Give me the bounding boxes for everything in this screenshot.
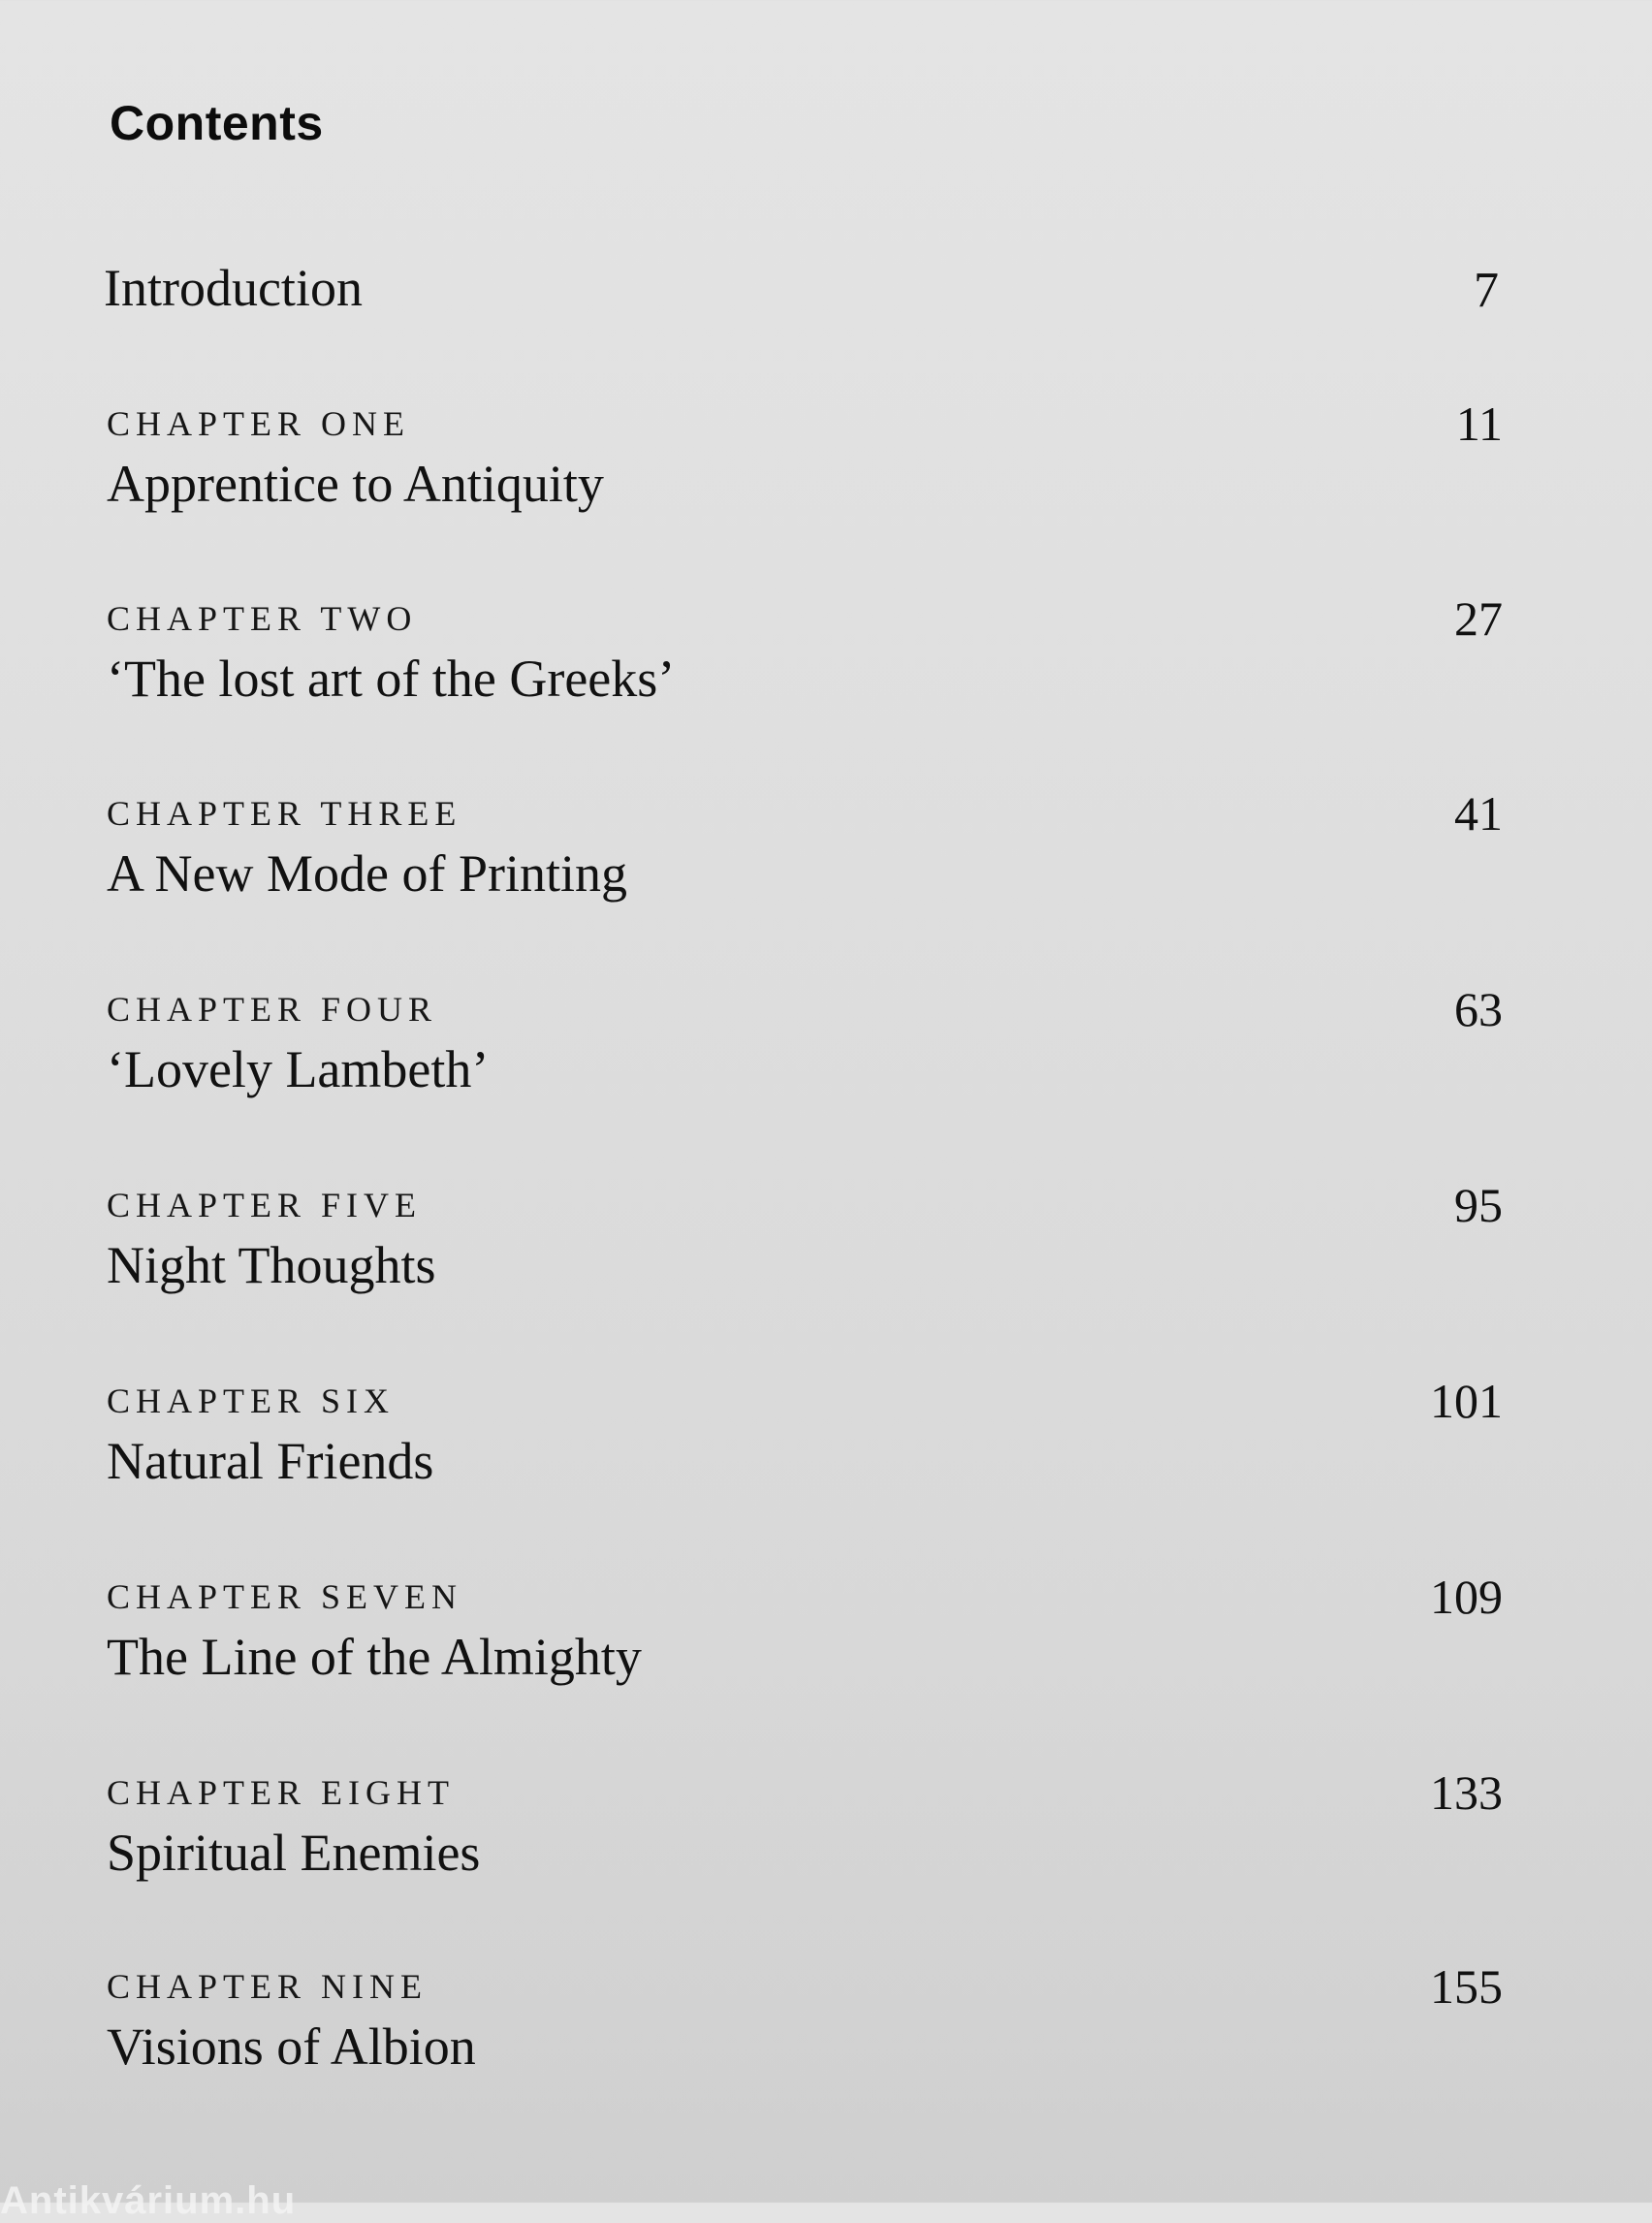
chapter-page-number: 133: [1430, 1765, 1503, 1820]
chapter-page-number: 11: [1455, 397, 1503, 451]
chapter-page-number: 155: [1430, 1959, 1503, 2014]
introduction-page-number: 7: [1474, 263, 1499, 318]
chapter-entry-nine: [107, 1959, 1503, 2112]
chapter-label: CHAPTER FIVE: [107, 1186, 423, 1224]
chapter-title: Apprentice to Antiquity: [107, 455, 604, 513]
chapter-title: ‘The lost art of the Greeks’: [107, 650, 676, 708]
chapter-entry-six: [107, 1374, 1503, 1526]
chapter-page-number: 101: [1430, 1374, 1503, 1428]
chapter-entry-one: [107, 397, 1503, 549]
chapter-page-number: 95: [1454, 1178, 1503, 1232]
chapter-label: CHAPTER ONE: [107, 404, 411, 443]
chapter-label: CHAPTER NINE: [107, 1967, 428, 2006]
page-heading: Contents: [110, 96, 324, 150]
chapter-entry-seven: [107, 1570, 1503, 1722]
chapter-entry-five: [107, 1178, 1503, 1330]
chapter-title: Spiritual Enemies: [107, 1824, 481, 1882]
chapter-title: The Line of the Almighty: [107, 1628, 642, 1686]
chapter-label: CHAPTER SEVEN: [107, 1577, 463, 1616]
chapter-title: Night Thoughts: [107, 1236, 436, 1294]
chapter-page-number: 109: [1430, 1570, 1503, 1624]
chapter-entry-three: [107, 786, 1503, 938]
chapter-title: Visions of Albion: [107, 2017, 476, 2076]
chapter-title: Natural Friends: [107, 1432, 434, 1490]
chapter-label: CHAPTER EIGHT: [107, 1773, 455, 1812]
introduction-title: Introduction: [104, 259, 363, 317]
chapter-title: ‘Lovely Lambeth’: [107, 1040, 490, 1098]
chapter-label: CHAPTER TWO: [107, 599, 418, 638]
chapter-page-number: 63: [1454, 982, 1503, 1036]
chapter-title: A New Mode of Printing: [107, 844, 627, 903]
chapter-label: CHAPTER THREE: [107, 794, 462, 833]
chapter-entry-four: [107, 982, 1503, 1134]
watermark: Antikvárium.hu: [0, 2179, 297, 2222]
chapter-page-number: 27: [1454, 591, 1503, 646]
chapter-entry-two: [107, 591, 1503, 744]
chapter-entry-eight: [107, 1765, 1503, 1918]
chapter-label: CHAPTER FOUR: [107, 990, 438, 1029]
chapter-label: CHAPTER SIX: [107, 1381, 396, 1420]
chapter-page-number: 41: [1454, 786, 1503, 841]
